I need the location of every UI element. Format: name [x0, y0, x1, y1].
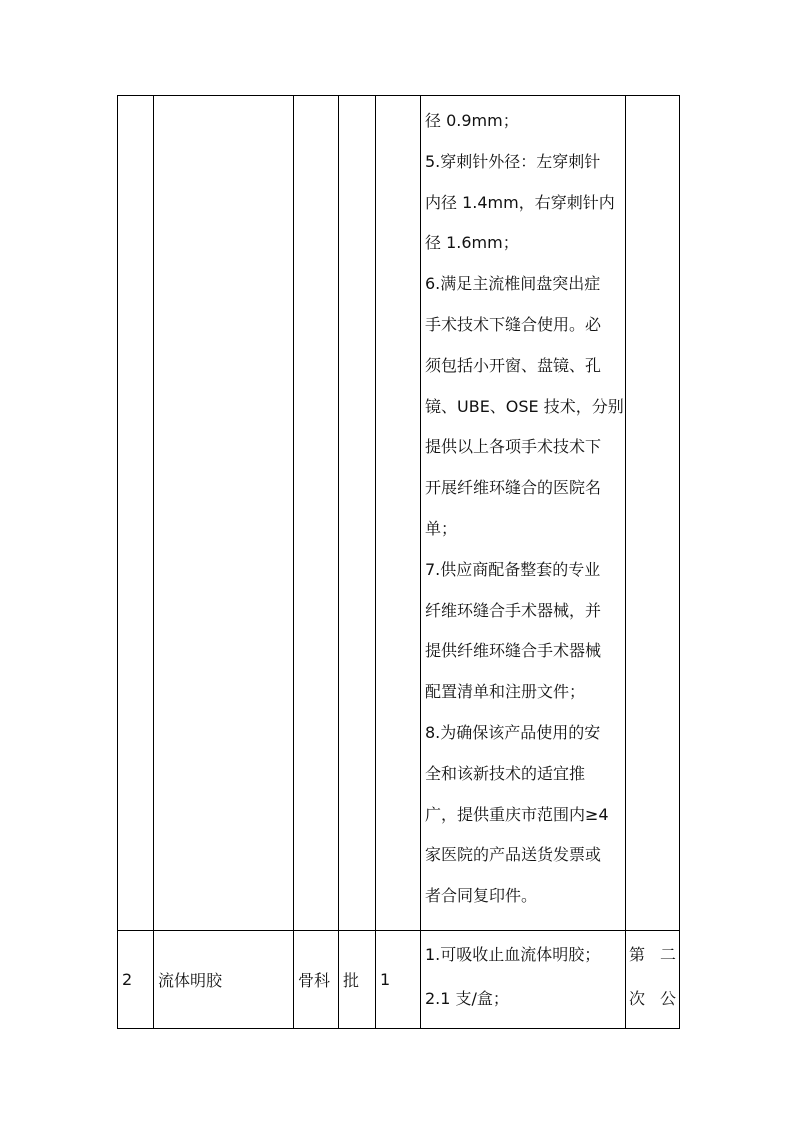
table-row-continued [118, 96, 680, 931]
spec-line: 提供纤维环缝合手术器械 [425, 641, 602, 661]
cell-unit [339, 96, 376, 931]
spec-line: 7.供应商配备整套的专业 [425, 559, 601, 579]
spec-line: 提供以上各项手术技术下 [425, 437, 602, 457]
cell-spec [421, 931, 626, 1029]
remark-char: 次 [629, 989, 646, 1008]
spec-line: 家医院的产品送货发票或 [425, 845, 602, 865]
remark-char: 二 [659, 945, 676, 964]
spec-line: 配置清单和注册文件； [425, 682, 586, 702]
spec-line: 须包括小开窗、盘镜、孔 [425, 355, 602, 375]
cell-unit: 批 [339, 931, 376, 1029]
spec-line: 径 0.9mm； [425, 111, 519, 130]
cell-index: 2 [118, 931, 154, 1029]
spec-line: 6.满足主流椎间盘突出症 [425, 274, 601, 294]
spec-line: 2.1 支/盒； [425, 989, 509, 1008]
spec-line: 纤维环缝合手术器械，并 [425, 600, 602, 620]
spec-line: 1.可吸收止血流体明胶； [425, 945, 601, 964]
spec-line: 镜、UBE、OSE 技术，分别 [425, 396, 624, 416]
spec-line: 单； [425, 518, 458, 538]
spec-line: 全和该新技术的适宜推 [425, 763, 586, 783]
spec-line: 广，提供重庆市范围内≥4 [425, 804, 609, 824]
procurement-table [117, 95, 680, 1029]
spec-line: 径 1.6mm； [425, 233, 519, 253]
cell-remark [626, 931, 680, 1029]
spec-line: 者合同复印件。 [425, 886, 538, 906]
cell-name [154, 96, 294, 931]
remark-char: 公 [659, 989, 676, 1008]
spec-line: 手术技术下缝合使用。必 [425, 314, 602, 334]
spec-line: 开展纤维环缝合的医院名 [425, 478, 602, 498]
spec-line: 5.穿刺针外径：左穿刺针 [425, 151, 601, 171]
spec-line: 8.为确保该产品使用的安 [425, 722, 601, 742]
cell-name: 流体明胶 [154, 931, 294, 1029]
remark-line [626, 977, 679, 1021]
spec-line: 内径 1.4mm，右穿刺针内 [425, 192, 615, 212]
remark-char: 第 [629, 945, 646, 964]
table-row [118, 931, 680, 1029]
cell-quantity: 1 [376, 931, 421, 1029]
cell-remark [626, 96, 680, 931]
cell-quantity [376, 96, 421, 931]
cell-department [294, 96, 339, 931]
cell-department: 骨科 [294, 931, 339, 1029]
cell-spec [421, 96, 626, 931]
remark-line [626, 933, 679, 977]
cell-index [118, 96, 154, 931]
